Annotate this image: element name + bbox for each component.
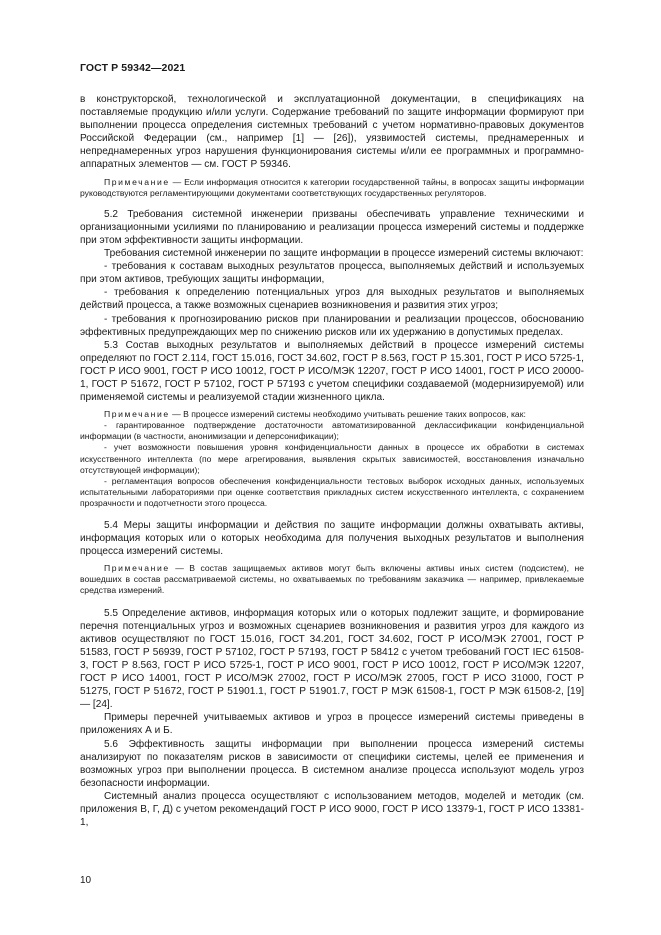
paragraph-5-6: 5.6 Эффективность защиты информации при выполнении процесса измерений системы анализируют по показателям рисков в зависимости от специфики системы, целей ее применения и возможных угроз при выполнении процесса. В системном анализе процесса используют модель угроз безопасности информации.	[80, 738, 584, 789]
note-2-item-3: - регламентация вопросов обеспечения конфиденциальности тестовых выборок исходных данных, используемых испытательными лабораториями при оценке соответствия прикладных систем искусственного интеллекта, с сохранением прозрачности и подотчетности этого процесса.	[80, 475, 584, 508]
note-label: Примечание	[104, 176, 170, 187]
note-1	[80, 177, 584, 199]
paragraph-system-analysis: Системный анализ процесса осуществляют с использованием методов, моделей и методик (см. приложения В, Г, Д) с учетом рекомендаций ГОСТ Р ИСО 9000, ГОСТ Р ИСО 13379-1, ГОСТ Р ИСО 13381-1,	[80, 790, 584, 829]
paragraph-5-2: 5.2 Требования системной инженерии призваны обеспечивать управление техническими и организационными усилиями по планированию и реализации процесса измерений системы и поддержке при этом эффективности защиты информации.	[80, 208, 584, 246]
paragraph-examples: Примеры перечней учитываемых активов и угроз в процессе измерений системы приведены в приложениях А и Б.	[80, 712, 584, 737]
note-2-item-2: - учет возможности повышения уровня конфиденциальности данных в процессе их обработки в системах искусственного интеллекта (по мере агрегирования, выявления скрытых зависимостей, восстановления изначально отсутствующей информации);	[80, 442, 584, 475]
note-2-item-1: - гарантированное подтверждение достаточности автоматизированной деклассификации конфиденциальной информации (в частности, анонимизации и деперсонификации);	[80, 420, 584, 442]
paragraph-5-5: 5.5 Определение активов, информация которых или о которых подлежит защите, и формирование перечня потенциальных угроз и возможных сценариев возникновения и развития угроз для каждого из активов осуществляют по ГОСТ 15.016, ГОСТ 34.201, ГОСТ 34.602, ГОСТ Р ИСО/МЭК 27001, ГОСТ Р 51583, ГОСТ Р 56939, ГОСТ Р 57102, ГОСТ Р 57193, ГОСТ Р 58412 с учетом требований ГОСТ IEC 61508-3, ГОСТ Р 8.563, ГОСТ Р ИСО 5725-1, ГОСТ Р ИСО 9001, ГОСТ Р ИСО 10012, ГОСТ Р ИСО/МЭК 12207, ГОСТ Р ИСО 14001, ГОСТ Р ИСО/МЭК 27002, ГОСТ Р ИСО/МЭК 27005, ГОСТ Р ИСО 31000, ГОСТ Р 51275, ГОСТ Р 51672, ГОСТ Р 51901.1, ГОСТ Р 51901.7, ГОСТ Р МЭК 61508-1, ГОСТ Р МЭК 61508-2, [19] — [24].	[80, 607, 584, 711]
list-item-requirement-3: - требования к прогнозированию рисков при планировании и реализации процессов, обоснованию эффективных предупреждающих мер по снижению рисков или их удержанию в допустимых пределах.	[80, 313, 584, 338]
note-label: Примечание	[104, 409, 170, 420]
list-item-requirement-2: - требования к определению потенциальных угроз для выходных результатов и выполняемых действий процесса, а также возможных сценариев возникновения и развития этих угроз;	[80, 287, 584, 312]
note-text: — В состав защищаемых активов могут быть включены активы иных систем (подсистем), не вошедших в состав рассматриваемой системы, но охватываемых по требованиям заказчика — например, привлекаемые средства измерений.	[80, 563, 584, 596]
note-text: — В процессе измерений системы необходимо учитывать решение таких вопросов, как:	[169, 409, 526, 420]
note-2	[80, 409, 584, 420]
note-text: — Если информация относится к категории государственной тайны, в вопросах защиты информации руководствуются регламентирующими документами соответствующих государственных регуляторов.	[80, 176, 584, 198]
document-header: ГОСТ Р 59342—2021	[80, 62, 186, 74]
paragraph-5-4: 5.4 Меры защиты информации и действия по защите информации должны охватывать активы, информация которых или о которых необходима для получения выходных результатов и выполнения процесса измерений системы.	[80, 520, 584, 558]
document-body	[80, 93, 584, 829]
note-3	[80, 563, 584, 596]
paragraph-requirements-intro: Требования системной инженерии по защите информации в процессе измерений системы включают:	[104, 248, 584, 260]
note-label: Примечание	[104, 563, 170, 574]
page-number: 10	[80, 875, 92, 886]
list-item-requirement-1: - требования к составам выходных результатов процесса, выполняемых действий и используемых при этом активов, требующих защиты информации,	[80, 261, 584, 286]
paragraph-5-3: 5.3 Состав выходных результатов и выполняемых действий в процессе измерений системы определяют по ГОСТ 2.114, ГОСТ 15.016, ГОСТ 34.602, ГОСТ Р 8.563, ГОСТ Р 15.301, ГОСТ Р ИСО 5725-1, ГОСТ Р ИСО 9001, ГОСТ Р ИСО 10012, ГОСТ Р ИСО/МЭК 12207, ГОСТ Р ИСО 14001, ГОСТ Р ИСО 20000-1, ГОСТ Р 51672, ГОСТ Р 57102, ГОСТ Р 57193 с учетом специфики создаваемой (модернизируемой) или применяемой системы и реализуемой стадии жизненного цикла.	[80, 339, 584, 404]
paragraph-intro: в конструкторской, технологической и эксплуатационной документации, в спецификациях на поставляемые продукцию и/или услуги. Содержание требований по защите информации формируют при выполнении процесса определения системных требований с учетом нормативно-правовых документов Российской Федерации (см., например [1] — [26]), уязвимостей системы, преднамеренных и непреднамеренных угроз нарушения функционирования системы и/или ее программных и программно-аппаратных элементов — см. ГОСТ Р 59346.	[80, 94, 584, 171]
